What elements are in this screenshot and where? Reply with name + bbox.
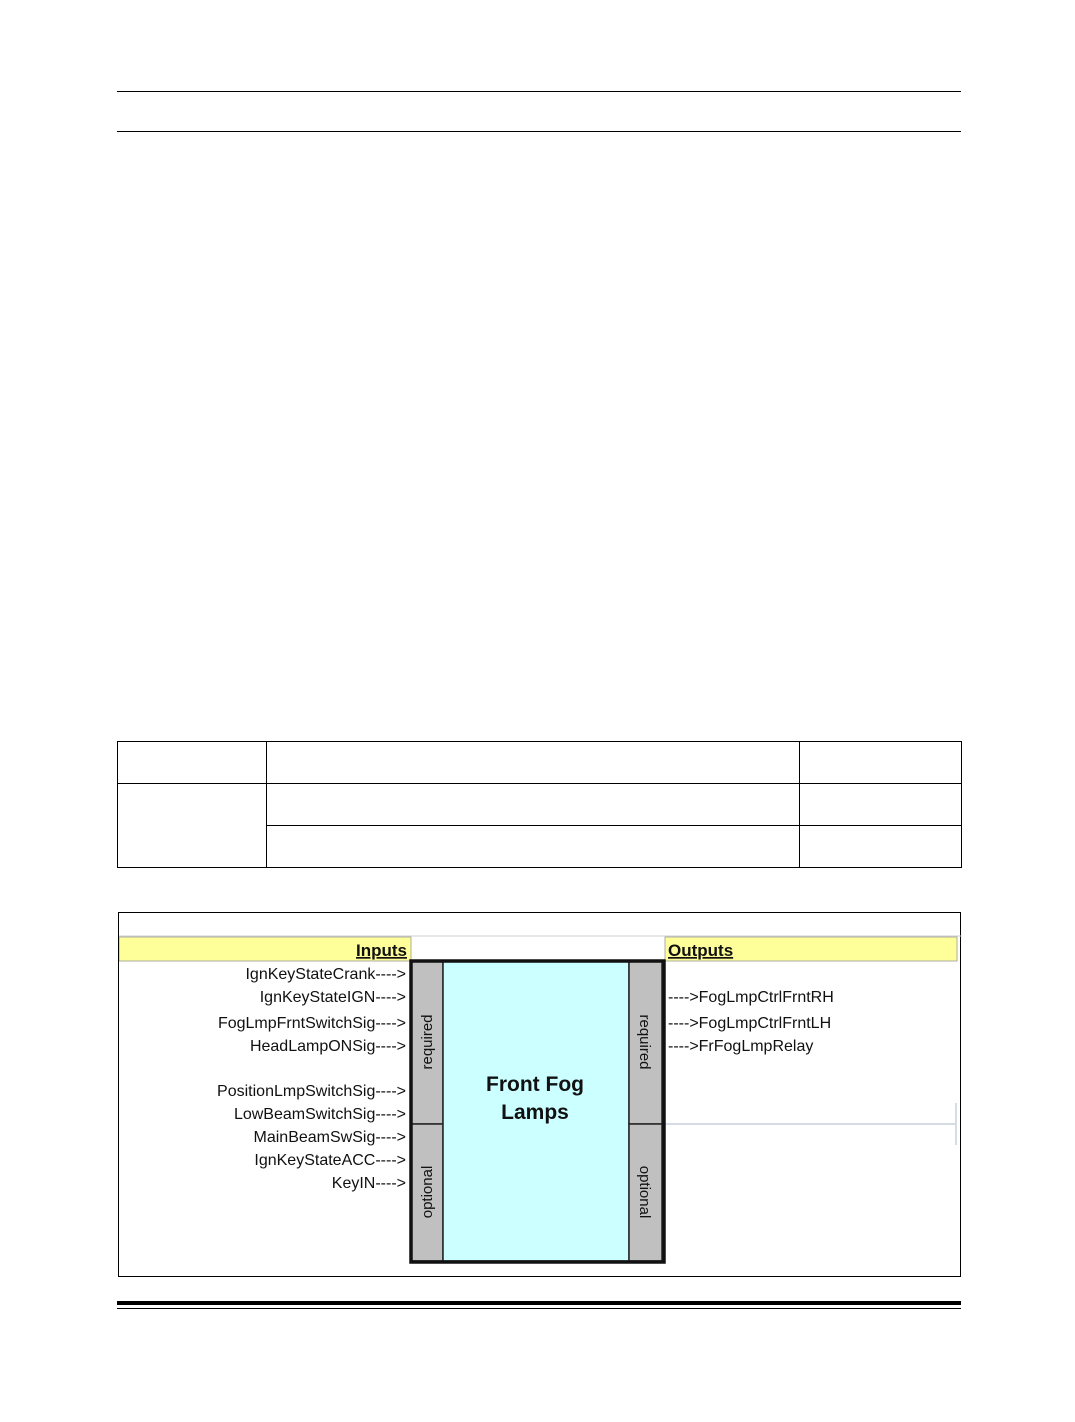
input-signal: IgnKeyStateACC----> xyxy=(254,1152,406,1169)
table-cell xyxy=(267,826,800,868)
output-signal: ---->FogLmpCtrlFrntRH xyxy=(668,989,834,1006)
table-cell xyxy=(118,742,267,784)
input-signal: IgnKeyStateCrank----> xyxy=(245,966,406,983)
input-signal: LowBeamSwitchSig----> xyxy=(233,1106,406,1123)
diagram-canvas xyxy=(119,913,962,1278)
output-signal: ---->FogLmpCtrlFrntLH xyxy=(668,1015,832,1032)
table-cell xyxy=(800,826,962,868)
input-signal: FogLmpFrntSwitchSig----> xyxy=(217,1015,406,1032)
right-optional-label: optional xyxy=(636,1165,653,1219)
footer-rule-thin xyxy=(117,1308,961,1309)
output-signal: ---->FrFogLmpRelay xyxy=(668,1038,814,1055)
table-cell xyxy=(267,742,800,784)
right-required-label: required xyxy=(636,1014,653,1070)
block-title-line1: Front Fog xyxy=(486,1073,584,1096)
table-cell xyxy=(800,742,962,784)
input-signal: KeyIN----> xyxy=(331,1175,406,1192)
block-title-line2: Lamps xyxy=(501,1101,569,1124)
header-rule-bottom xyxy=(117,131,961,132)
inputs-header: Inputs xyxy=(356,941,407,960)
header-rule-top xyxy=(117,91,961,92)
table-cell xyxy=(267,784,800,826)
input-signal: HeadLampONSig----> xyxy=(249,1038,406,1055)
left-optional-label: optional xyxy=(419,1165,436,1219)
footer-rule-thick xyxy=(117,1301,961,1305)
info-table xyxy=(117,741,962,868)
table-cell xyxy=(118,784,267,868)
table-cell xyxy=(800,784,962,826)
input-signal: MainBeamSwSig----> xyxy=(253,1129,406,1146)
left-required-label: required xyxy=(419,1014,436,1070)
outputs-header: Outputs xyxy=(668,941,734,960)
front-fog-lamps-diagram xyxy=(118,912,961,1277)
input-signal: IgnKeyStateIGN----> xyxy=(259,989,406,1006)
input-signal: PositionLmpSwitchSig----> xyxy=(217,1083,406,1100)
